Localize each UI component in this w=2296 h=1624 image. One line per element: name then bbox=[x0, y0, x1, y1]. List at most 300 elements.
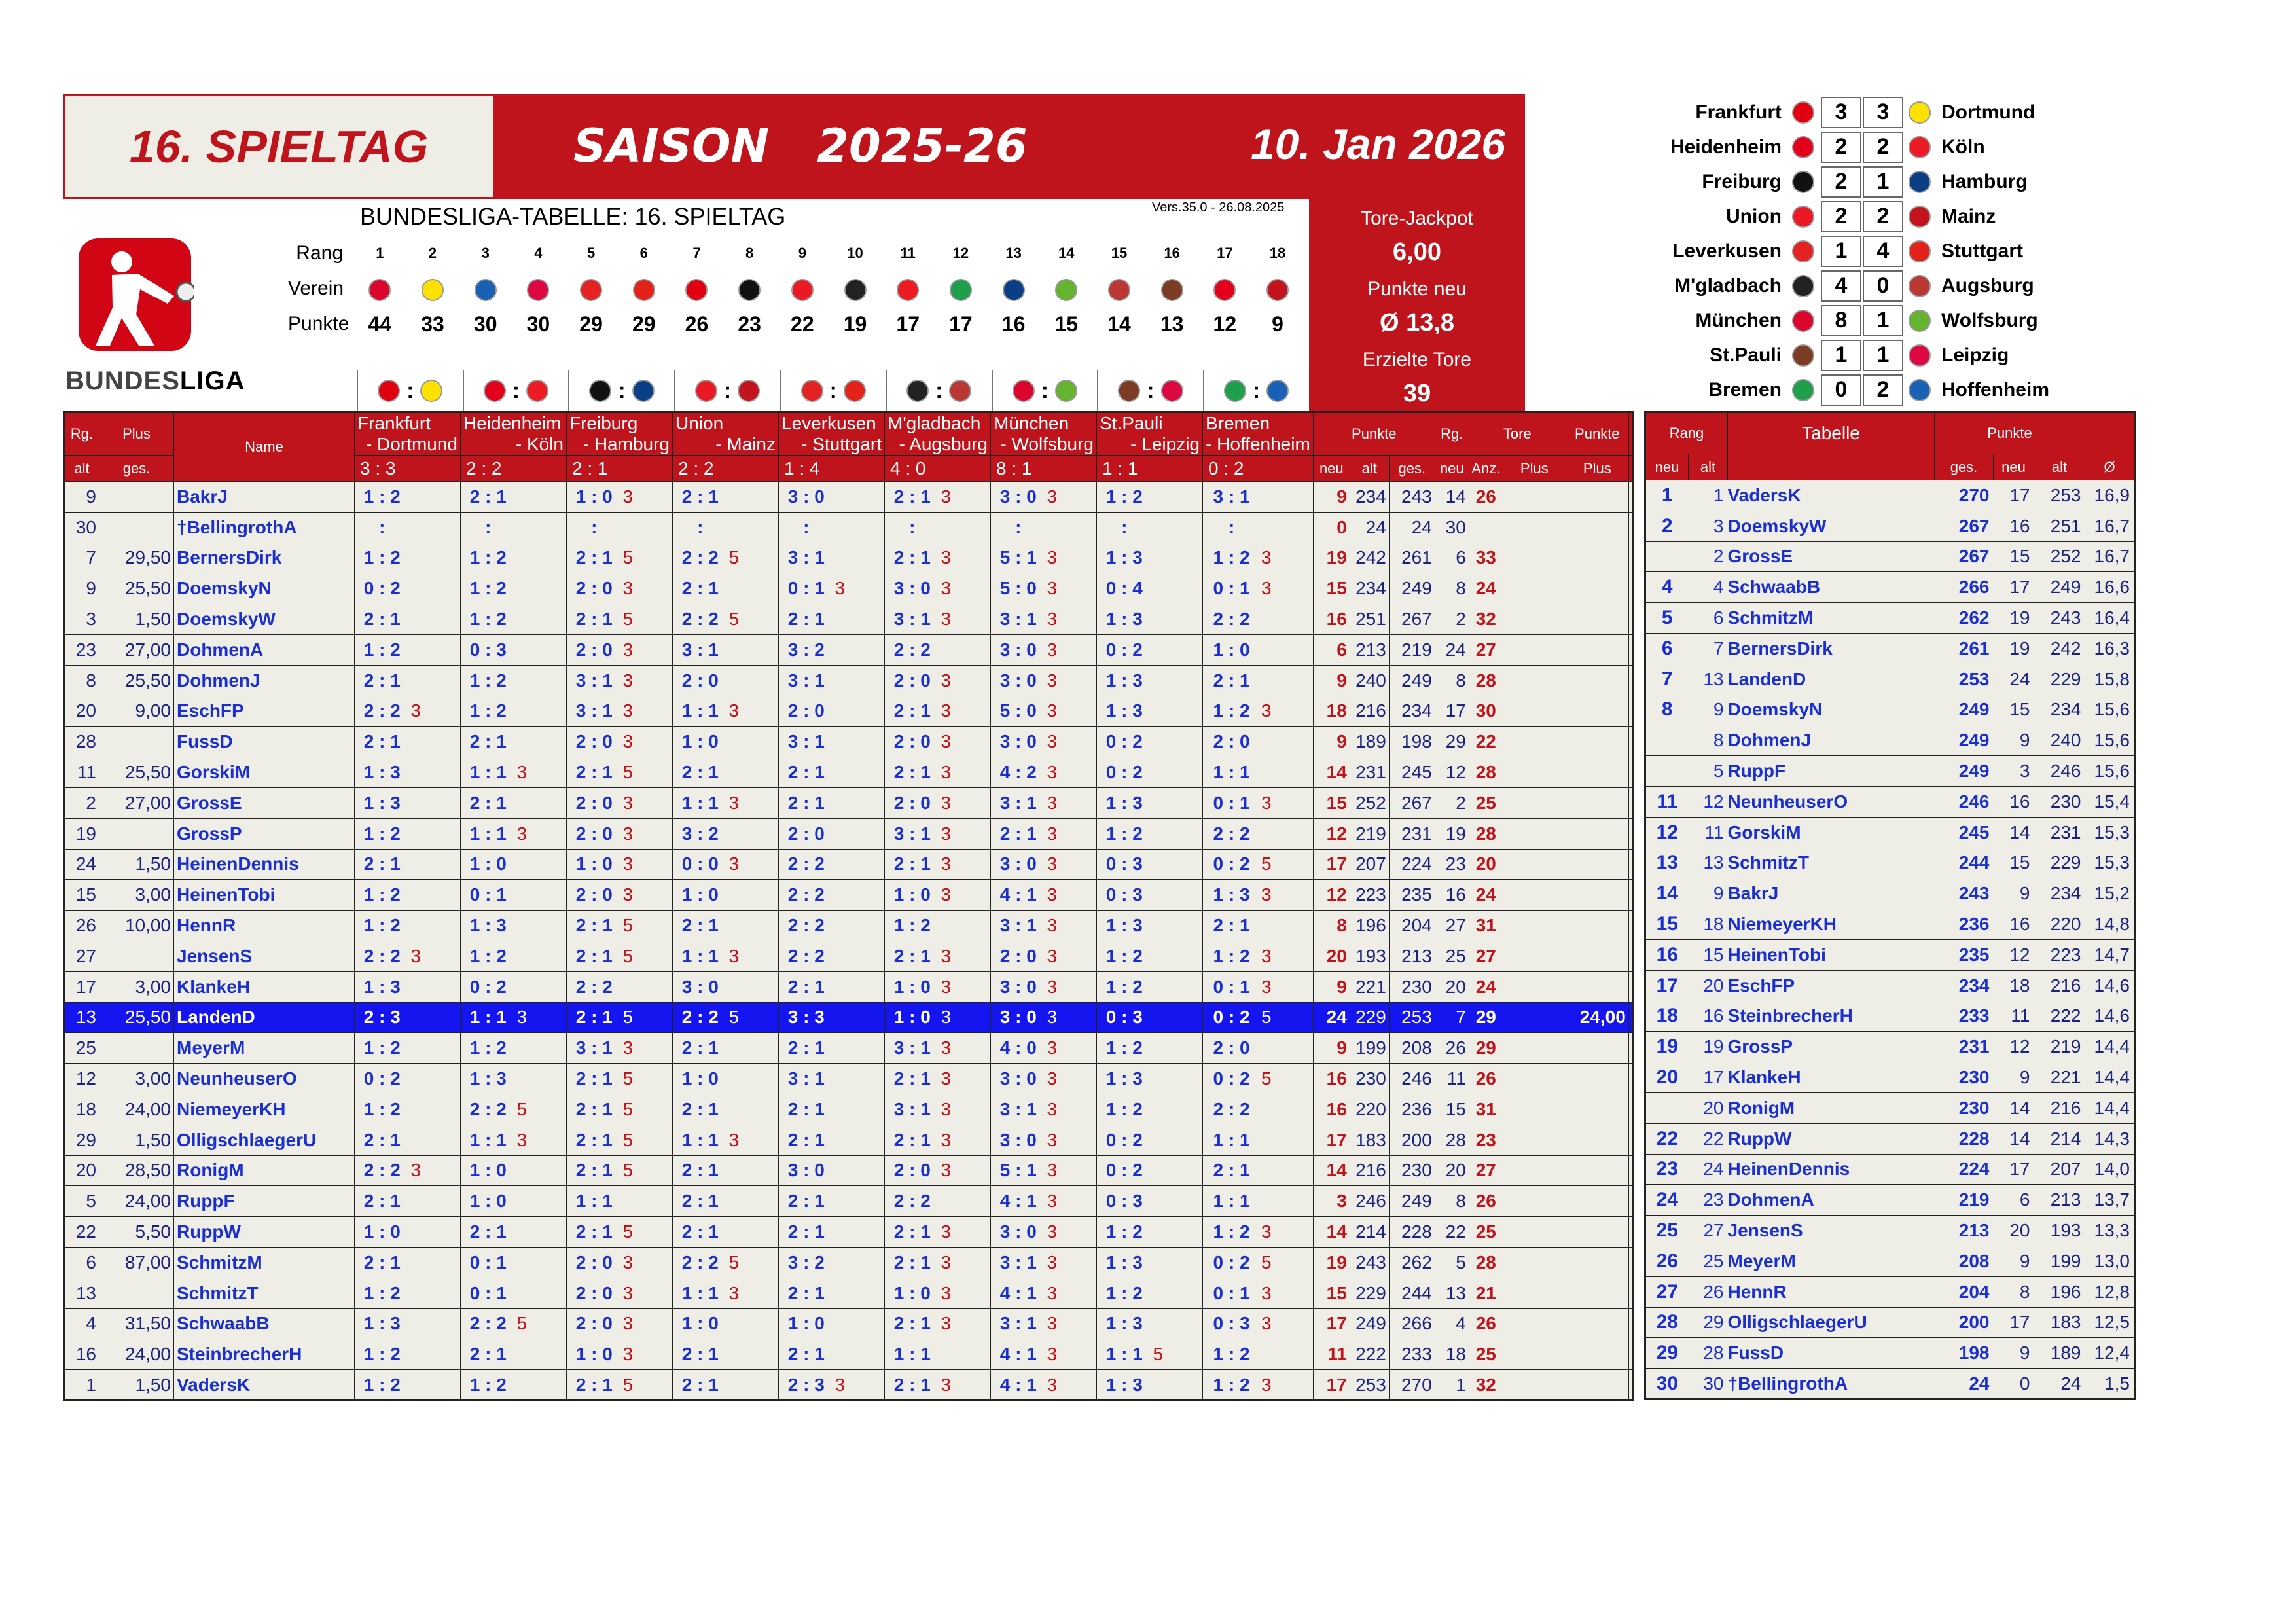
tip-points: 5 bbox=[622, 543, 673, 573]
club-points: 30 bbox=[473, 312, 497, 336]
tip-score: 2 : 2 bbox=[673, 1002, 728, 1033]
points-old: 234 bbox=[2034, 695, 2085, 725]
tip-score: 1 : 2 bbox=[355, 482, 410, 513]
club-points: 44 bbox=[368, 312, 392, 336]
tip-score: 4 : 0 bbox=[991, 1033, 1046, 1064]
tipper-row bbox=[64, 604, 1633, 635]
tip-score: 1 : 0 bbox=[461, 1155, 516, 1186]
points-total: 266 bbox=[1389, 1308, 1435, 1339]
points-average: 14,4 bbox=[2085, 1032, 2135, 1062]
fixture-row bbox=[1636, 303, 2134, 338]
rank-old: 4 bbox=[64, 1308, 99, 1339]
points-new: 18 bbox=[1994, 970, 2034, 1001]
points-plus bbox=[1566, 604, 1628, 635]
tipper-name: MeyerM bbox=[1728, 1246, 1935, 1276]
tip-points bbox=[834, 512, 885, 543]
tip-points: 5 bbox=[622, 1125, 673, 1155]
blank-cell bbox=[1628, 543, 1632, 573]
points-old: 240 bbox=[1350, 665, 1389, 696]
punkte-label: Punkte bbox=[288, 313, 350, 334]
tip-points: 3 bbox=[1260, 1217, 1313, 1248]
points-old: 229 bbox=[1350, 1002, 1389, 1033]
tipper-name: SchmitzT bbox=[174, 1278, 355, 1308]
goals-plus bbox=[1503, 1155, 1566, 1186]
home-crest bbox=[1787, 309, 1820, 332]
away-team: Leipzig bbox=[1941, 344, 2009, 366]
blank-cell bbox=[1628, 1308, 1632, 1339]
goals-plus bbox=[1503, 1339, 1566, 1370]
tip-score: 1 : 2 bbox=[1203, 1339, 1261, 1370]
match-home: Bremen bbox=[1206, 413, 1270, 433]
tip-score: 1 : 3 bbox=[355, 1308, 410, 1339]
tip-points: 3 bbox=[1260, 696, 1313, 727]
points-new: 9 bbox=[1994, 725, 2034, 756]
tip-points bbox=[410, 1033, 461, 1064]
goals-plus bbox=[1503, 941, 1566, 971]
tip-score: 1 : 0 bbox=[673, 880, 728, 911]
tip-points bbox=[410, 911, 461, 941]
tip-points bbox=[410, 1217, 461, 1248]
tip-score: 1 : 1 bbox=[673, 787, 728, 818]
tipper-name: HennR bbox=[174, 911, 355, 941]
points-average: 15,4 bbox=[2085, 786, 2135, 817]
tip-points bbox=[622, 971, 673, 1002]
points-plus bbox=[1566, 696, 1628, 727]
goals-plus bbox=[1503, 1033, 1566, 1064]
tipper-row bbox=[64, 482, 1633, 513]
tips-table bbox=[63, 411, 1634, 1401]
tip-points bbox=[1152, 880, 1203, 911]
tip-score: 5 : 1 bbox=[991, 1155, 1046, 1186]
tip-points bbox=[728, 1033, 779, 1064]
match-away: - Leipzig bbox=[1130, 434, 1200, 454]
points-new: 14 bbox=[1994, 1123, 2034, 1154]
points-average: 15,6 bbox=[2085, 725, 2135, 756]
club-points: 12 bbox=[1213, 312, 1237, 336]
points-old: 216 bbox=[2034, 1092, 2085, 1123]
tip-score: 1 : 2 bbox=[355, 880, 410, 911]
fixture-row bbox=[1636, 234, 2134, 268]
match-header bbox=[1097, 412, 1203, 456]
tip-points bbox=[1152, 1033, 1203, 1064]
points-new: 9 bbox=[1994, 1246, 2034, 1276]
colon-separator: : bbox=[723, 378, 732, 403]
points-average: 12,5 bbox=[2085, 1307, 2135, 1338]
tip-points bbox=[1152, 665, 1203, 696]
tip-score: 3 : 1 bbox=[567, 696, 622, 727]
match-away: - Hoffenheim bbox=[1206, 434, 1310, 454]
header-tore-plus: Plus bbox=[1503, 456, 1566, 482]
rank-new: 19 bbox=[1645, 1032, 1689, 1062]
tip-score: 1 : 2 bbox=[461, 1370, 516, 1401]
tip-score: 2 : 1 bbox=[885, 1064, 940, 1094]
tip-score: 2 : 2 bbox=[885, 634, 940, 665]
tip-points bbox=[1152, 482, 1203, 513]
tip-points bbox=[728, 1155, 779, 1186]
tip-points bbox=[1260, 911, 1313, 941]
rank-old: 26 bbox=[64, 911, 99, 941]
points-total: 224 bbox=[1935, 1154, 1994, 1185]
rank-new bbox=[1645, 1092, 1689, 1123]
away-crest-icon bbox=[1909, 310, 1931, 332]
tip-score: 1 : 1 bbox=[673, 941, 728, 971]
tip-score: 1 : 1 bbox=[461, 1125, 516, 1155]
tip-points bbox=[728, 880, 779, 911]
tip-score: 2 : 3 bbox=[355, 1002, 410, 1033]
standings-row bbox=[1645, 1092, 2135, 1123]
match-result: 0 : 2 bbox=[1203, 456, 1314, 482]
tip-points bbox=[728, 911, 779, 941]
rank-old: 7 bbox=[64, 543, 99, 573]
points-plus bbox=[1566, 787, 1628, 818]
points-new: 19 bbox=[1313, 1247, 1350, 1278]
tip-points: 3 bbox=[622, 849, 673, 880]
tipper-row bbox=[64, 787, 1633, 818]
tip-points bbox=[516, 1186, 567, 1217]
side-header-neu2: neu bbox=[1994, 454, 2034, 480]
club-points: 17 bbox=[949, 312, 973, 336]
tip-points: 3 bbox=[1046, 818, 1097, 849]
points-plus bbox=[1566, 1247, 1628, 1278]
tip-points bbox=[410, 1339, 461, 1370]
standings-row bbox=[1645, 1032, 2135, 1062]
tip-points bbox=[516, 971, 567, 1002]
tip-score: 3 : 2 bbox=[673, 818, 728, 849]
rank-old: 19 bbox=[1689, 1032, 1728, 1062]
header-ges: ges. bbox=[99, 456, 174, 482]
standings-row bbox=[1645, 817, 2135, 848]
tip-points bbox=[410, 757, 461, 788]
fixture-row bbox=[1636, 268, 2134, 303]
rank-new: 5 bbox=[1645, 603, 1689, 634]
points-new: 14 bbox=[1994, 817, 2034, 848]
club-points: 23 bbox=[738, 312, 761, 336]
points-total: 235 bbox=[1935, 939, 1994, 970]
tip-points: 3 bbox=[728, 1278, 779, 1308]
tip-points: 3 bbox=[1046, 1308, 1097, 1339]
away-crest-icon bbox=[1161, 380, 1183, 402]
tipper-name: DoemskyN bbox=[174, 573, 355, 604]
tip-points bbox=[410, 543, 461, 573]
points-total: 208 bbox=[1935, 1246, 1994, 1276]
tipper-name: DohmenA bbox=[1728, 1185, 1935, 1216]
tip-score: 1 : 1 bbox=[1097, 1339, 1152, 1370]
rank-old: 28 bbox=[1689, 1338, 1728, 1369]
points-new: 15 bbox=[1994, 848, 2034, 878]
home-crest bbox=[1787, 135, 1820, 158]
tip-points bbox=[1152, 911, 1203, 941]
tip-points: 3 bbox=[1046, 573, 1097, 604]
points-new: 12 bbox=[1994, 939, 2034, 970]
points-average: 13,7 bbox=[2085, 1185, 2135, 1216]
header-anz: Anz. bbox=[1469, 456, 1503, 482]
tip-score: 2 : 2 bbox=[885, 1186, 940, 1217]
tip-points: 5 bbox=[622, 1370, 673, 1401]
tip-score: 1 : 2 bbox=[1097, 941, 1152, 971]
points-new: 15 bbox=[1994, 695, 2034, 725]
points-new: 17 bbox=[1313, 1125, 1350, 1155]
home-crest-icon bbox=[589, 380, 611, 402]
goals-count: 28 bbox=[1469, 818, 1503, 849]
header-alt: alt bbox=[64, 456, 99, 482]
points-new: 3 bbox=[1313, 1186, 1350, 1217]
rank-old: 11 bbox=[64, 757, 99, 788]
rank-old: 5 bbox=[64, 1186, 99, 1217]
tip-score: 4 : 1 bbox=[991, 1186, 1046, 1217]
tip-points bbox=[516, 1217, 567, 1248]
points-new: 16 bbox=[1994, 909, 2034, 940]
points-new: 9 bbox=[1313, 665, 1350, 696]
tipper-name: SchwaabB bbox=[1728, 572, 1935, 603]
home-team: Freiburg bbox=[1702, 170, 1782, 192]
tip-score: 0 : 0 bbox=[673, 849, 728, 880]
blank-cell bbox=[1628, 1186, 1632, 1217]
tip-score: 3 : 1 bbox=[779, 1064, 834, 1094]
tipper-row bbox=[64, 1155, 1633, 1186]
tip-points: 3 bbox=[728, 787, 779, 818]
rank-new: 15 bbox=[1435, 1094, 1469, 1125]
tipper-row bbox=[64, 1339, 1633, 1370]
rank-old: 15 bbox=[64, 880, 99, 911]
match-pair bbox=[674, 370, 780, 411]
tip-points bbox=[410, 665, 461, 696]
tipper-row bbox=[64, 573, 1633, 604]
points-average: 15,6 bbox=[2085, 695, 2135, 725]
tip-score: 0 : 1 bbox=[1203, 971, 1261, 1002]
points-total: 204 bbox=[1935, 1276, 1994, 1307]
tip-score: 2 : 1 bbox=[567, 941, 622, 971]
club-crest-icon bbox=[897, 279, 919, 301]
tip-points bbox=[834, 1125, 885, 1155]
tip-points: 5 bbox=[622, 911, 673, 941]
tip-points: 3 bbox=[410, 941, 461, 971]
blank-cell bbox=[1628, 482, 1632, 513]
tip-score: 1 : 2 bbox=[461, 604, 516, 635]
tip-points bbox=[940, 634, 991, 665]
points-new: 16 bbox=[1313, 1094, 1350, 1125]
rank-number: 17 bbox=[1217, 245, 1233, 261]
goals-plus bbox=[1503, 1217, 1566, 1248]
tip-score: 0 : 2 bbox=[355, 573, 410, 604]
goals-count: 27 bbox=[1469, 941, 1503, 971]
tip-points bbox=[834, 1339, 885, 1370]
tipper-row bbox=[64, 757, 1633, 788]
tip-score: 1 : 0 bbox=[885, 971, 940, 1002]
tip-points: 3 bbox=[516, 757, 567, 788]
tip-points: 3 bbox=[1046, 971, 1097, 1002]
rank-old: 9 bbox=[1689, 695, 1728, 725]
tip-score: 2 : 0 bbox=[885, 1155, 940, 1186]
tip-points: 3 bbox=[940, 1370, 991, 1401]
tip-score: 0 : 2 bbox=[1097, 1125, 1152, 1155]
points-old: 219 bbox=[1350, 818, 1389, 849]
away-crest-icon bbox=[1266, 380, 1289, 402]
away-team: Dortmund bbox=[1941, 101, 2036, 123]
tip-points: 3 bbox=[622, 1278, 673, 1308]
points-new: 17 bbox=[1313, 849, 1350, 880]
tip-points: 3 bbox=[940, 1308, 991, 1339]
goals-plus bbox=[1503, 634, 1566, 665]
points-old: 229 bbox=[2034, 848, 2085, 878]
tip-points: 3 bbox=[410, 1155, 461, 1186]
tip-points bbox=[834, 757, 885, 788]
tipper-row bbox=[64, 911, 1633, 941]
wordmark-b: LIGA bbox=[179, 367, 245, 395]
tip-points bbox=[516, 482, 567, 513]
tipper-row bbox=[64, 1370, 1633, 1401]
plus-total: 28,50 bbox=[99, 1155, 174, 1186]
points-plus: 24,00 bbox=[1566, 1002, 1628, 1033]
rank-old: 23 bbox=[1689, 1185, 1728, 1216]
jackpot-panel bbox=[1309, 199, 1525, 415]
tip-score: 3 : 0 bbox=[673, 971, 728, 1002]
club-cell bbox=[670, 276, 723, 301]
tip-score: 1 : 3 bbox=[461, 911, 516, 941]
points-new: 14 bbox=[1994, 1092, 2034, 1123]
fixture-row bbox=[1636, 199, 2134, 234]
tip-score: : bbox=[1203, 512, 1261, 543]
tip-points bbox=[1260, 665, 1313, 696]
rank-new: 7 bbox=[1645, 664, 1689, 695]
tip-score: 2 : 2 bbox=[355, 941, 410, 971]
tip-points bbox=[410, 604, 461, 635]
tip-score: 3 : 1 bbox=[991, 1308, 1046, 1339]
tip-score: 1 : 0 bbox=[885, 1278, 940, 1308]
tip-points bbox=[410, 482, 461, 513]
tipper-row bbox=[64, 1278, 1633, 1308]
tip-score: 1 : 3 bbox=[1097, 911, 1152, 941]
tip-points bbox=[1152, 971, 1203, 1002]
home-crest-icon bbox=[484, 380, 506, 402]
points-total: 233 bbox=[1389, 1339, 1435, 1370]
tip-points: 3 bbox=[940, 849, 991, 880]
tip-points bbox=[1152, 941, 1203, 971]
colon-separator: : bbox=[829, 378, 837, 403]
tip-points bbox=[1260, 757, 1313, 788]
tip-points bbox=[410, 1186, 461, 1217]
home-crest-icon bbox=[1792, 310, 1814, 332]
plus-total bbox=[99, 1278, 174, 1308]
goals-count: 32 bbox=[1469, 604, 1503, 635]
tip-points bbox=[410, 1002, 461, 1033]
tip-score: 5 : 0 bbox=[991, 573, 1046, 604]
tip-points: 3 bbox=[1046, 787, 1097, 818]
tip-score: 0 : 3 bbox=[461, 634, 516, 665]
points-new: 9 bbox=[1994, 1338, 2034, 1369]
tip-points bbox=[728, 1186, 779, 1217]
side-header-neu: neu bbox=[1645, 454, 1689, 480]
goals-plus bbox=[1503, 1247, 1566, 1278]
away-crest bbox=[1903, 240, 1936, 262]
club-crest-icon bbox=[1161, 279, 1183, 301]
tip-points bbox=[410, 1247, 461, 1278]
away-team: Hoffenheim bbox=[1941, 378, 2049, 401]
match-away: - Köln bbox=[515, 434, 564, 454]
tip-points: 3 bbox=[940, 604, 991, 635]
tip-score: 1 : 3 bbox=[1097, 787, 1152, 818]
tip-score: 2 : 1 bbox=[673, 757, 728, 788]
tip-score: 2 : 1 bbox=[567, 604, 622, 635]
tipper-name: NiemeyerKH bbox=[174, 1094, 355, 1125]
tip-score: 1 : 3 bbox=[355, 787, 410, 818]
header-rg-new: Rg. bbox=[1435, 412, 1469, 456]
header-alt2: alt bbox=[1350, 456, 1389, 482]
club-crest-icon bbox=[368, 279, 391, 301]
rank-new: 30 bbox=[1435, 512, 1469, 543]
club-cell bbox=[512, 276, 565, 301]
tip-points bbox=[516, 665, 567, 696]
away-crest bbox=[1903, 170, 1936, 193]
standings-row bbox=[1645, 1185, 2135, 1216]
club-crest-icon bbox=[1055, 279, 1077, 301]
tip-score: 1 : 0 bbox=[355, 1217, 410, 1248]
tip-score: 2 : 1 bbox=[355, 849, 410, 880]
club-cell bbox=[829, 276, 882, 301]
points-total: 236 bbox=[1389, 1094, 1435, 1125]
tip-points: 3 bbox=[622, 696, 673, 727]
tipper-name: GrossE bbox=[1728, 541, 1935, 572]
goals-plus bbox=[1503, 573, 1566, 604]
tip-points: 3 bbox=[728, 696, 779, 727]
header-punkte: Punkte bbox=[1313, 412, 1435, 456]
tip-score: 2 : 0 bbox=[567, 634, 622, 665]
tip-score: 2 : 1 bbox=[779, 787, 834, 818]
points-old: 246 bbox=[1350, 1186, 1389, 1217]
blank-cell bbox=[1628, 787, 1632, 818]
home-team: Leverkusen bbox=[1672, 240, 1782, 262]
goals-plus bbox=[1503, 818, 1566, 849]
points-new: 8 bbox=[1994, 1276, 2034, 1307]
tip-points: 3 bbox=[622, 1339, 673, 1370]
match-header bbox=[461, 412, 567, 456]
match-pair bbox=[992, 370, 1098, 411]
tip-score: 2 : 2 bbox=[673, 604, 728, 635]
home-team: Union bbox=[1726, 205, 1782, 227]
points-plus bbox=[1566, 849, 1628, 880]
away-goals: 1 bbox=[1863, 305, 1903, 336]
tip-score: 3 : 0 bbox=[991, 849, 1046, 880]
goals-plus bbox=[1503, 1278, 1566, 1308]
tip-score: 1 : 0 bbox=[673, 1308, 728, 1339]
tip-score: 2 : 1 bbox=[885, 696, 940, 727]
tipper-name: BernersDirk bbox=[174, 543, 355, 573]
tip-score: 2 : 1 bbox=[355, 1125, 410, 1155]
tip-points: 5 bbox=[1260, 1002, 1313, 1033]
tip-score: 0 : 2 bbox=[1203, 1002, 1261, 1033]
plus-total: 25,50 bbox=[99, 757, 174, 788]
side-header-alt2: alt bbox=[2034, 454, 2085, 480]
side-header-alt: alt bbox=[1689, 454, 1728, 480]
club-points: 22 bbox=[791, 312, 814, 336]
club-cell bbox=[1093, 276, 1146, 301]
tip-points bbox=[834, 727, 885, 757]
tip-points: 3 bbox=[1046, 1339, 1097, 1370]
tip-score: 4 : 2 bbox=[991, 757, 1046, 788]
jackpot-value: 6,00 bbox=[1393, 238, 1441, 266]
rank-old: 20 bbox=[1689, 970, 1728, 1001]
tip-score: 0 : 3 bbox=[1097, 880, 1152, 911]
colon-separator: : bbox=[618, 378, 626, 403]
tip-points: 3 bbox=[622, 727, 673, 757]
points-plus bbox=[1566, 727, 1628, 757]
home-crest-icon bbox=[1792, 275, 1814, 297]
tip-points bbox=[1152, 696, 1203, 727]
tip-points bbox=[410, 727, 461, 757]
points-new: 9 bbox=[1313, 971, 1350, 1002]
rank-old: 7 bbox=[1689, 633, 1728, 664]
club-cell bbox=[1198, 276, 1251, 301]
tip-points: 3 bbox=[728, 1125, 779, 1155]
